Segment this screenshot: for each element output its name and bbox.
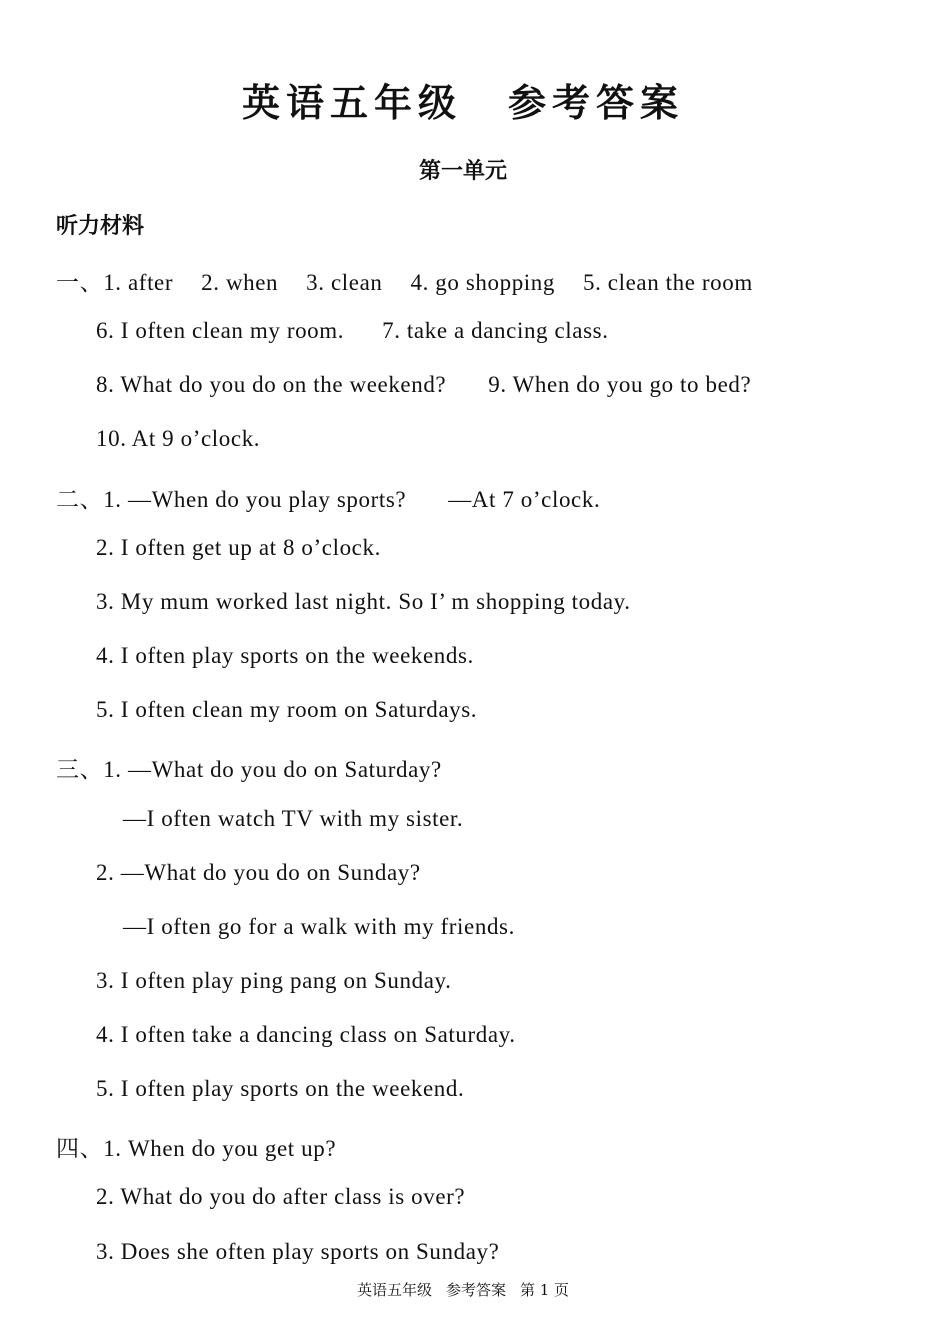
- section-title: 听力材料: [56, 214, 145, 239]
- answer-item: 6. I often clean my room.: [96, 318, 345, 343]
- answer-line: 4. I often play sports on the weekends.: [96, 643, 474, 668]
- answer-line: 2. —What do you do on Sunday?: [96, 860, 421, 885]
- answer-line: 5. I often play sports on the weekend.: [96, 1076, 465, 1101]
- answer-line: [56, 481, 600, 514]
- footer-subject: 英语五年级: [356, 1281, 432, 1299]
- footer-answers: 参考答案: [445, 1281, 506, 1299]
- answer-line: [56, 264, 753, 297]
- answer-line: [96, 372, 751, 398]
- answer-item: —At 7 o’clock.: [448, 487, 601, 512]
- answer-item: 5. clean the room: [583, 270, 753, 295]
- answer-item: 7. take a dancing class.: [382, 318, 609, 343]
- answer-line: [96, 318, 609, 344]
- answer-line: 四、1. When do you get up?: [56, 1136, 337, 1161]
- answer-item: 2. when: [201, 270, 279, 295]
- answer-item: 3. clean: [306, 270, 383, 295]
- answer-item: 二、1. —When do you play sports?: [56, 487, 407, 512]
- page-number: 第 1 页: [519, 1281, 570, 1299]
- answer-line: 3. Does she often play sports on Sunday?: [96, 1239, 500, 1264]
- answer-line: 2. What do you do after class is over?: [96, 1184, 466, 1209]
- answer-line: 4. I often take a dancing class on Saturday.: [96, 1022, 516, 1047]
- page-footer: [0, 1279, 926, 1300]
- answer-line: 5. I often clean my room on Saturdays.: [96, 697, 478, 722]
- answer-item: 4. go shopping: [410, 270, 555, 295]
- answer-line: —I often go for a walk with my friends.: [123, 914, 515, 939]
- answer-item: 9. When do you go to bed?: [488, 372, 752, 397]
- answer-line: 10. At 9 o’clock.: [96, 426, 261, 451]
- page-title: [0, 72, 926, 127]
- answer-line: 2. I often get up at 8 o’clock.: [96, 535, 381, 560]
- answer-line: 3. I often play ping pang on Sunday.: [96, 968, 452, 993]
- title-subject: 英语五年级: [241, 80, 462, 125]
- answer-line: 三、1. —What do you do on Saturday?: [56, 757, 442, 782]
- answer-line: 3. My mum worked last night. So I’ m shopping today.: [96, 589, 631, 614]
- answer-item: 8. What do you do on the weekend?: [96, 372, 447, 397]
- title-answers: 参考答案: [508, 80, 685, 125]
- unit-title: 第一单元: [418, 159, 507, 184]
- answer-item: 一、1. after: [56, 270, 174, 295]
- answer-line: —I often watch TV with my sister.: [123, 806, 464, 831]
